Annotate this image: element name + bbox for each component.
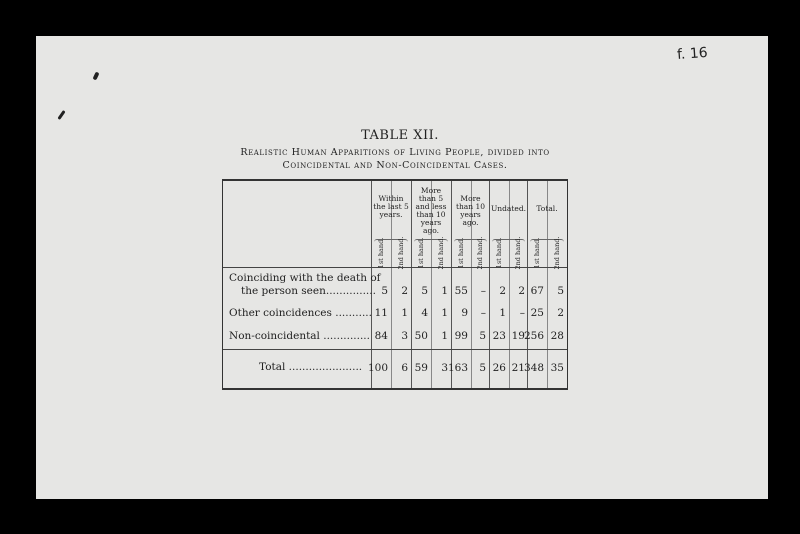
table-cell: – bbox=[480, 307, 486, 319]
table-cell: 2 bbox=[557, 307, 564, 319]
table-cell: 256 bbox=[523, 330, 544, 342]
header-rule bbox=[223, 267, 567, 268]
data-table bbox=[222, 179, 568, 390]
total-cell: 21 bbox=[511, 362, 525, 374]
col-group-within-5: Within the last 5 years. bbox=[373, 194, 409, 219]
table-cell: 1 bbox=[499, 307, 506, 319]
table-cell: 4 bbox=[421, 307, 428, 319]
table-cell: 2 bbox=[499, 285, 506, 297]
subcol-2nd-hand: 2nd hand. bbox=[513, 236, 522, 270]
subtitle-line-1: Realistic Human Apparitions of Living People, divided into bbox=[240, 147, 550, 158]
subcol-1st-hand: 1st hand. bbox=[494, 237, 503, 269]
folio-number: f. 16 bbox=[676, 44, 709, 64]
table-cell: 2 bbox=[518, 285, 525, 297]
subcol-1st-hand: 1st hand. bbox=[532, 237, 541, 269]
row-label-coinciding: Coinciding with the death of the person seen............... bbox=[229, 272, 381, 297]
table-cell: 2 bbox=[401, 285, 408, 297]
row-label-noncoincidental: Non-coincidental .............. bbox=[229, 330, 370, 342]
table-cell: – bbox=[519, 307, 525, 319]
table-cell: 1 bbox=[401, 307, 408, 319]
total-cell: 35 bbox=[550, 362, 564, 374]
table-cell: 99 bbox=[454, 330, 468, 342]
table-cell: 23 bbox=[492, 330, 506, 342]
subcol-2nd-hand: 2nd hand. bbox=[552, 236, 561, 270]
subcol-1st-hand: 1st hand. bbox=[376, 237, 385, 269]
total-cell: 348 bbox=[523, 362, 544, 374]
table-cell: 5 bbox=[381, 285, 388, 297]
table-subtitle bbox=[210, 146, 580, 172]
subcol-2nd-hand: 2nd hand. bbox=[396, 236, 405, 270]
table-cell: 1 bbox=[441, 285, 448, 297]
table-cell: 67 bbox=[530, 285, 544, 297]
subcol-2nd-hand: 2nd hand. bbox=[475, 236, 484, 270]
subcol-2nd-hand: 2nd hand. bbox=[436, 236, 445, 270]
col-group-total: Total. bbox=[536, 204, 558, 213]
table-cell: 11 bbox=[374, 307, 388, 319]
subcol-1st-hand: 1st hand. bbox=[416, 237, 425, 269]
col-group-5-to-10: More than 5 and less than 10 years ago. bbox=[415, 186, 447, 235]
table-cell: 5 bbox=[421, 285, 428, 297]
total-cell: 26 bbox=[492, 362, 506, 374]
table-cell: 9 bbox=[461, 307, 468, 319]
row-label-total: Total ...................... bbox=[259, 361, 363, 373]
total-cell: 6 bbox=[401, 362, 408, 374]
table-cell: 19 bbox=[511, 330, 525, 342]
col-group-over-10: More than 10 years ago. bbox=[455, 194, 486, 227]
table-title: TABLE XII. bbox=[361, 128, 439, 143]
table-cell: 5 bbox=[479, 330, 486, 342]
table-cell: 55 bbox=[454, 285, 468, 297]
table-cell: 84 bbox=[374, 330, 388, 342]
total-cell: 100 bbox=[367, 362, 388, 374]
table-cell: 3 bbox=[401, 330, 408, 342]
table-cell: – bbox=[480, 285, 486, 297]
table-cell: 25 bbox=[530, 307, 544, 319]
total-cell: 3 bbox=[441, 362, 448, 374]
total-rule bbox=[223, 349, 567, 350]
table-cell: 1 bbox=[441, 307, 448, 319]
total-cell: 59 bbox=[414, 362, 428, 374]
row-label-other: Other coincidences ........... bbox=[229, 307, 372, 319]
subcol-1st-hand: 1st hand. bbox=[456, 237, 465, 269]
table-cell: 1 bbox=[441, 330, 448, 342]
table-cell: 28 bbox=[550, 330, 564, 342]
subtitle-line-2: Coincidental and Non-Coincidental Cases. bbox=[282, 160, 508, 171]
table-cell: 5 bbox=[557, 285, 564, 297]
table-cell: 50 bbox=[414, 330, 428, 342]
total-cell: 163 bbox=[447, 362, 468, 374]
total-cell: 5 bbox=[479, 362, 486, 374]
col-group-undated: Undated. bbox=[490, 204, 527, 213]
